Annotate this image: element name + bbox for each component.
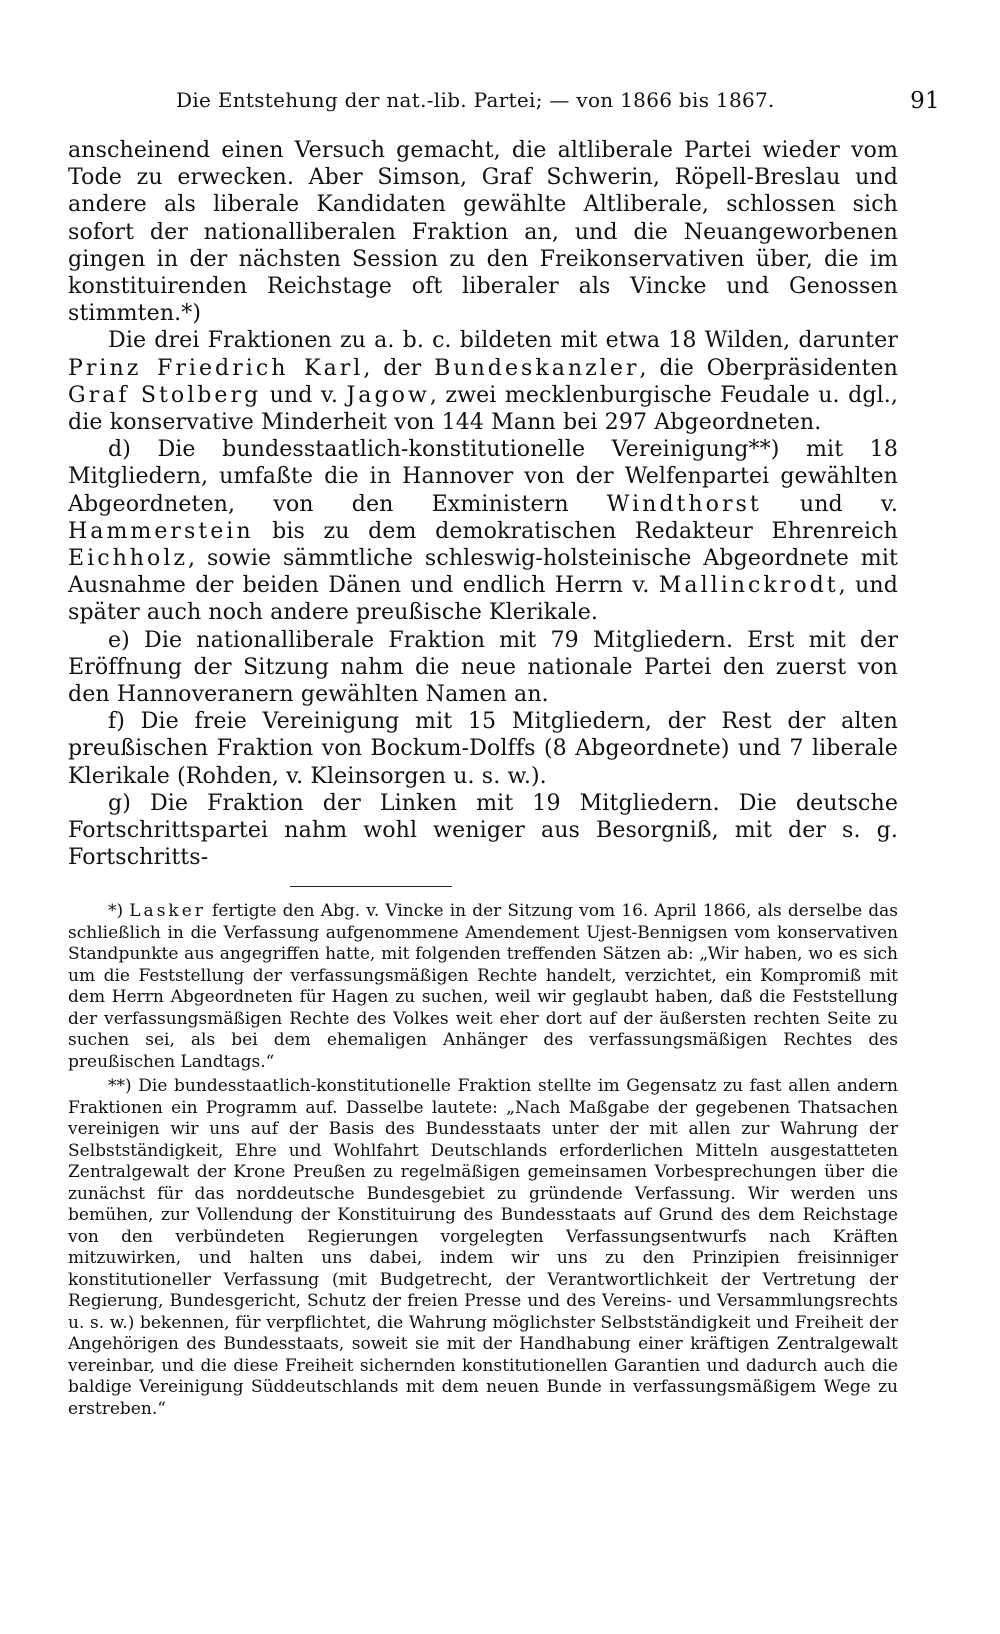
main-text	[68, 137, 898, 871]
paragraph-f: f) Die freie Vereinigung mit 15 Mitgliedern, der Rest der alten preußischen Fraktion von Bockum-Dolffs (8 Abgeordnete) und 7 liberale Klerikale (Rohden, v. Kleinsorgen u. s. w.).	[68, 708, 898, 789]
paragraph-g: g) Die Fraktion der Linken mit 19 Mitgliedern. Die deutsche Fortschrittspartei nahm wohl weniger aus Besorgniß, mit der s. g. Fortschritts-	[68, 789, 898, 871]
spaced-name-graf-stolberg: Graf Stolberg	[68, 381, 262, 408]
spaced-name-lasker: Lasker	[129, 901, 206, 921]
footnote-text: fertigte den Abg. v. Vincke in der Sitzung vom 16. April 1866, als derselbe das schließlich in die Verfassung aufgenommene Amendement Ujest-Bennigsen vom konservativen Standpunkte aus angegriffen hatte, mit folgenden treffenden Sätzen ab: „Wir haben, wo es sich um die Feststellung der verfassungsmäßigen Rechte handelt, verzichtet, ein Kompromiß mit dem Herrn Abgeordneten für Hagen zu suchen, weil wir geglaubt haben, daß die Feststellung der verfassungsmäßigen Rechte des Volkes weit eher dort auf der äußersten rechten Seite zu suchen sei, als bei dem ehemaligen Anhänger des verfassungsmäßigen Rechtes des preußischen Landtags.“	[68, 901, 898, 1072]
paragraph-1: anscheinend einen Versuch gemacht, die altliberale Partei wieder vom Tode zu erwecken. Aber Simson, Graf Schwerin, Röpell-Breslau und andere als liberale Kandidaten gewählte Altliberale, schlossen sich sofort der nationalliberalen Fraktion an, und die Neuangeworbenen gingen in der nächsten Session zu den Freikonservativen über, die im konstituirenden Reichstage oft liberaler als Vincke und Genossen stimmten.*)	[68, 137, 898, 327]
text-run: und v.	[261, 381, 347, 408]
footnote-1	[68, 901, 898, 1073]
footnote-divider	[290, 886, 452, 887]
spaced-name-mallinckrodt: Mallinckrodt	[658, 572, 839, 599]
text-run: , zwei mecklenburgische Feudale u. dgl., die konservative Minderheit von 144 Mann bei 297 Abgeordneten.	[68, 381, 898, 436]
running-head: Die Entstehung der nat.-lib. Partei; — von 1866 bis 1867.	[176, 88, 775, 112]
footnote-2: **) Die bundesstaatlich-konstitutionelle Fraktion stellte im Gegensatz zu fast allen andern Fraktionen ein Programm auf. Dasselbe lautete: „Nach Maßgabe der gegebenen Thatsachen vereinigen wir uns auf der Basis des Bundesstaats unter der mit allen zur Wahrung der Selbstständigkeit, Ehre und Wohlfahrt Deutschlands erforderlichen Mitteln ausgestatteten Zentralgewalt der Krone Preußen zu regelmäßigen gemeinsamen Vorbesprechungen über die zunächst für das norddeutsche Bundesgebiet zu gründende Verfassung. Wir werden uns bemühen, zur Vollendung der Konstituirung des Bundesstaats auf Grund des dem Reichstage von den verbündeten Regierungen vorgelegten Verfassungsentwurfs nach Kräften mitzuwirken, und halten uns dabei, indem wir uns zu den Prinzipien freisinniger konstitutioneller Verfassung (mit Budgetrecht, der Verantwortlichkeit der Vertretung der Regierung, Bundesgericht, Schutz der freien Presse und des Vereins- und Versammlungsrechts u. s. w.) bekennen, für verpflichtet, die Wahrung möglichster Selbstständigkeit und Freiheit der Angehörigen des Bundesstaats, soweit sie mit der Handhabung einer kräftigen Zentralgewalt vereinbar, und die diese Freiheit sichernden konstitutionellen Garantien und dadurch auch die baldige Vereinigung Süddeutschlands mit dem neuen Bunde in verfassungsmäßigem Wege zu erstreben.“	[68, 1076, 898, 1419]
spaced-name-prinz-friedrich-karl: Prinz Friedrich Karl	[68, 354, 364, 381]
text-run: d) Die bundesstaatlich-konstitutionelle Vereinigung**) mit 18 Mitgliedern, umfaßte die in Hannover von der Welfenpartei gewählten Abgeordneten, von den Exministern	[68, 436, 898, 517]
spaced-name-eichholz: Eichholz	[68, 545, 189, 572]
paragraph-e: e) Die nationalliberale Fraktion mit 79 Mitgliedern. Erst mit der Eröffnung der Sitzung nahm die neue nationale Partei den zuerst von den Hannoveranern gewählten Namen an.	[68, 626, 898, 708]
spaced-name-hammerstein: Hammerstein	[68, 517, 254, 544]
spaced-name-jagow: Jagow	[346, 381, 430, 408]
text-run: , die Oberpräsidenten	[639, 354, 899, 381]
page-header	[68, 88, 940, 122]
paragraph-d	[68, 436, 898, 626]
footnotes	[68, 901, 898, 1420]
footnote-mark: *)	[108, 901, 130, 921]
text-run: , der	[363, 354, 435, 381]
paragraph-2	[68, 327, 898, 436]
page-number: 91	[910, 88, 940, 114]
text-run: und v.	[761, 490, 898, 517]
text-run: , und später auch noch andere preußische Klerikale.	[68, 572, 898, 626]
text-run: , sowie sämmtliche schleswig-holsteinische Abgeordnete mit Ausnahme der beiden Dänen und endlich Herrn v.	[68, 545, 898, 599]
spaced-name-windthorst: Windthorst	[606, 490, 762, 517]
text-run: Die drei Fraktionen zu a. b. c. bildeten mit etwa 18 Wilden, darunter	[108, 327, 898, 354]
spaced-name-bundeskanzler: Bundeskanzler	[434, 354, 640, 381]
text-run: bis zu dem demokratischen Redakteur Ehrenreich	[253, 517, 898, 544]
